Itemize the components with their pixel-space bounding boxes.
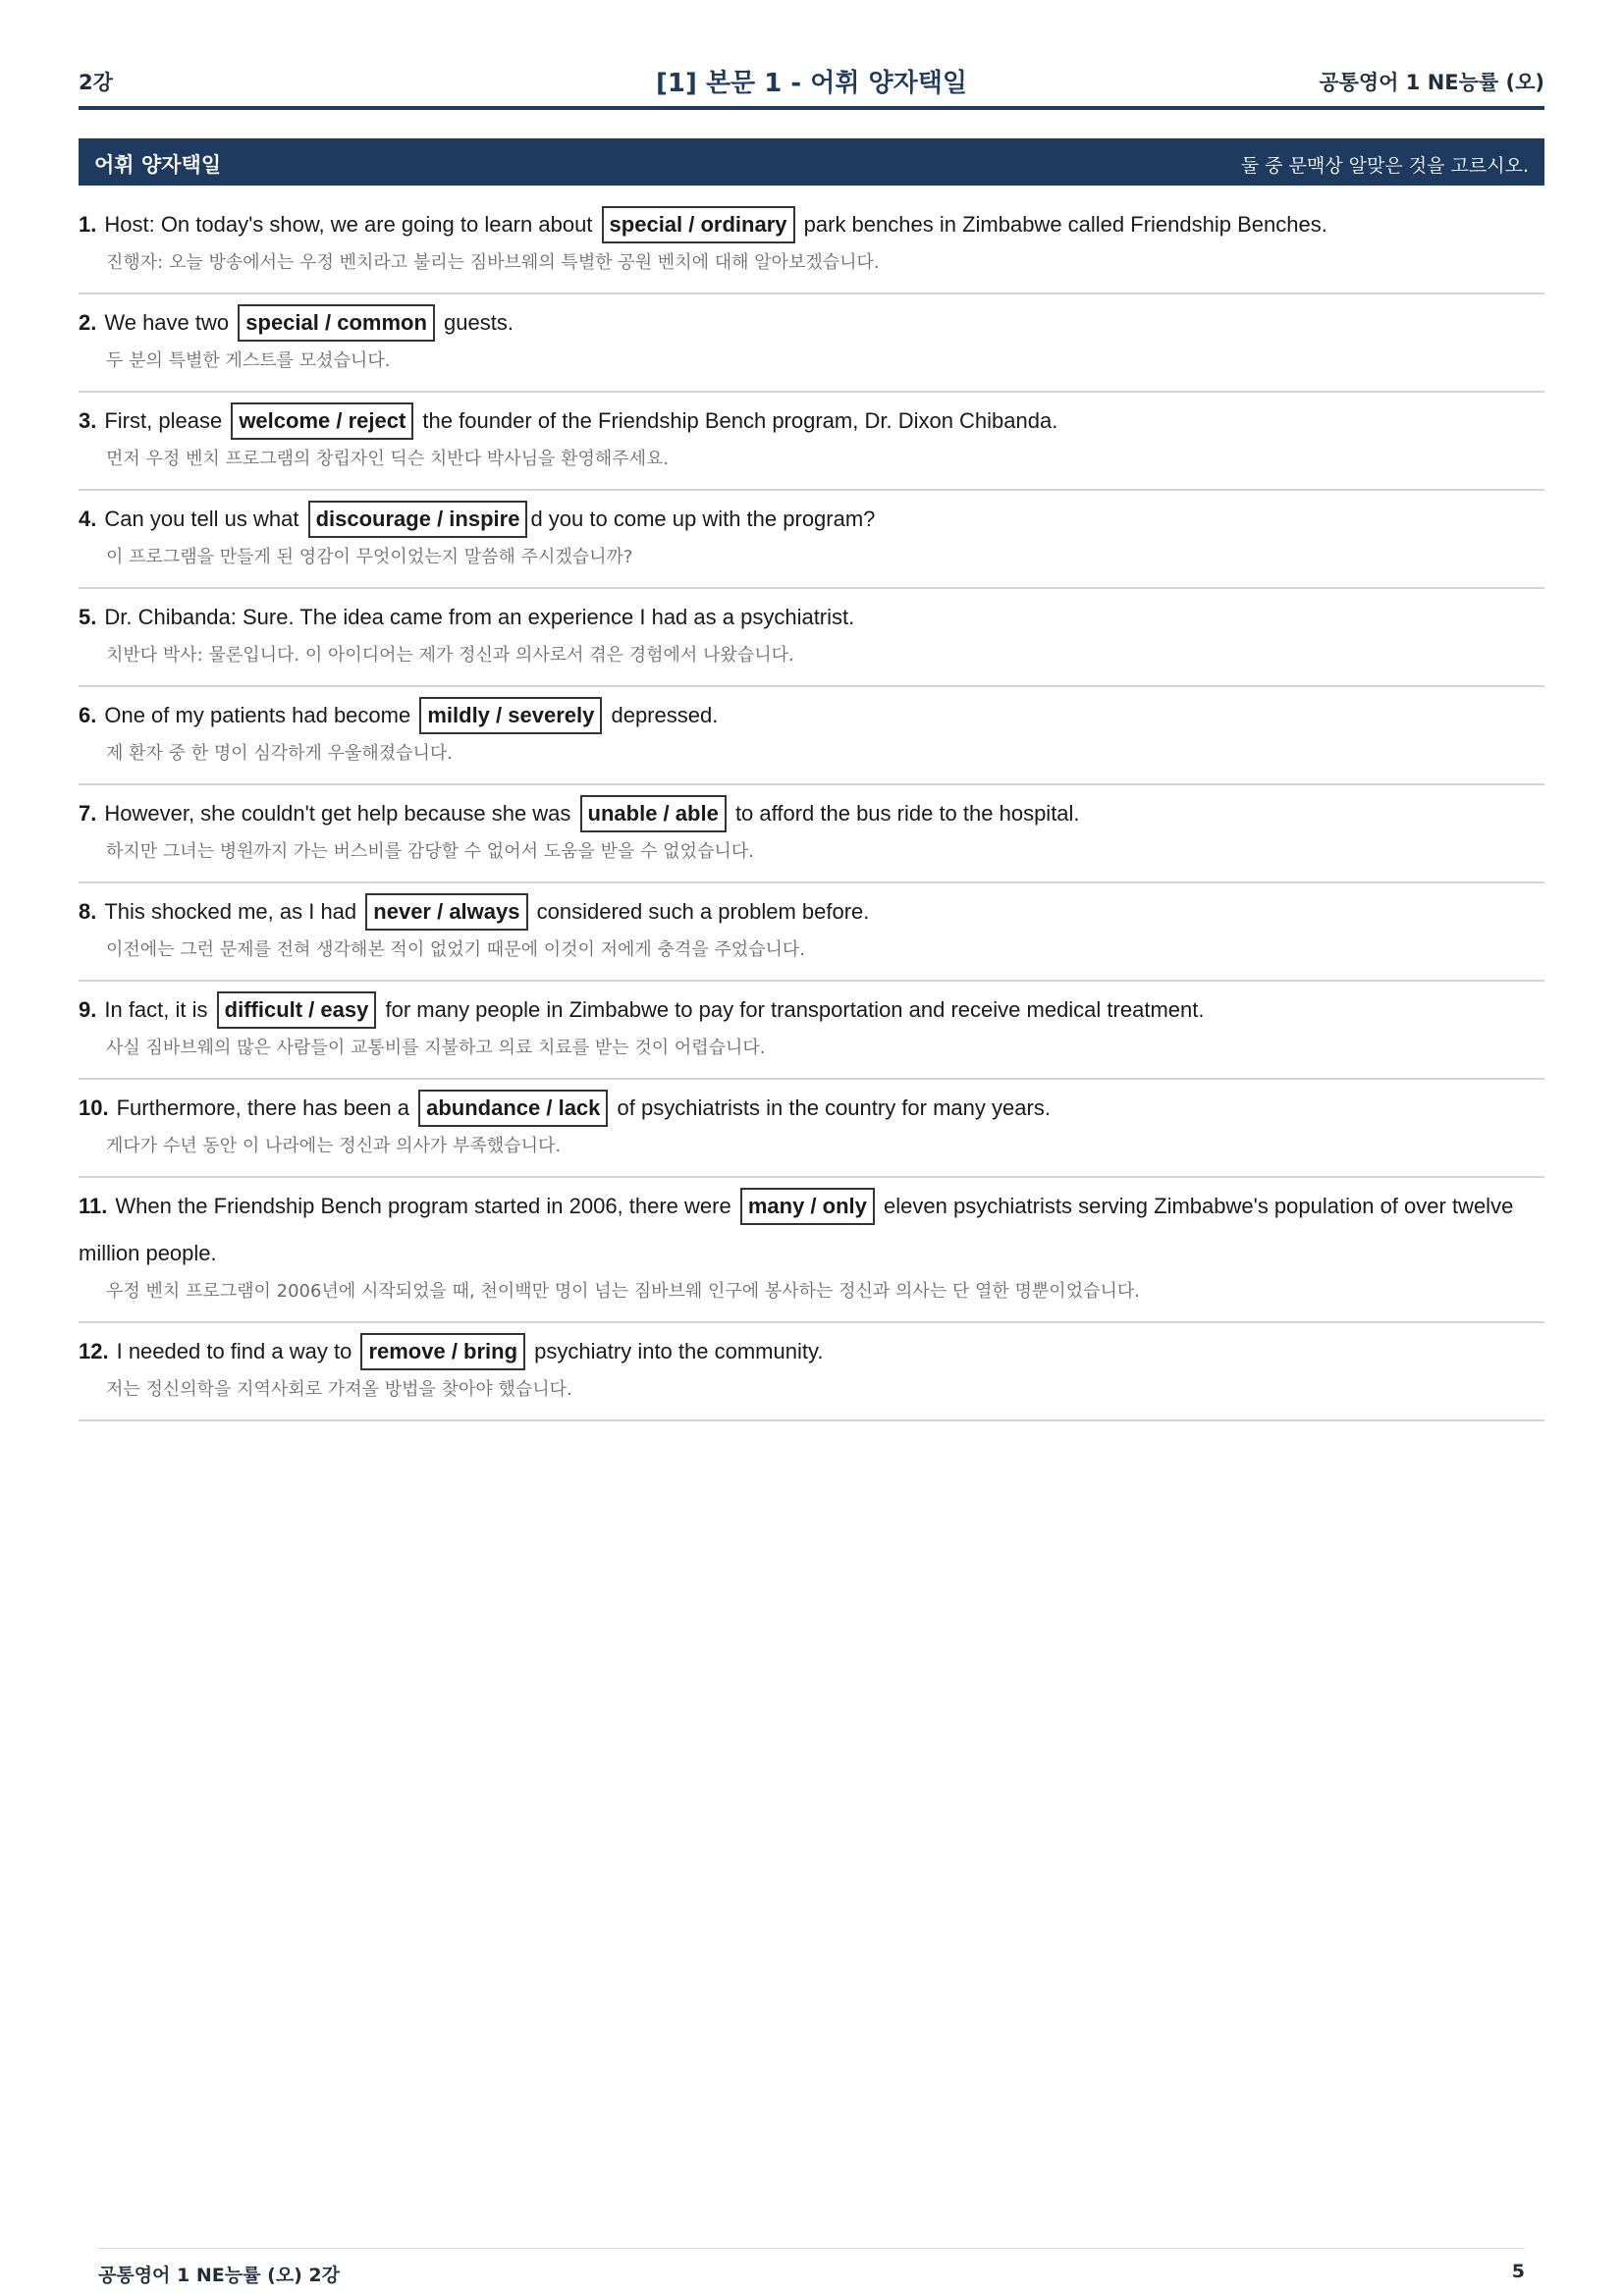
choice-box[interactable]: discourage / inspire (308, 501, 528, 538)
question-sentence (79, 987, 1544, 1034)
korean-translation: 사실 짐바브웨의 많은 사람들이 교통비를 지불하고 의료 치료를 받는 것이 어렵습니다. (106, 1038, 766, 1058)
sentence-after: psychiatry into the community. (534, 1339, 824, 1363)
sentence-before: We have two (104, 310, 230, 335)
question-number: 1. (79, 212, 97, 237)
question-sentence (79, 1085, 1544, 1132)
question-sentence (79, 692, 1544, 739)
choice-box[interactable]: special / ordinary (602, 206, 795, 243)
choice-box[interactable]: many / only (740, 1188, 875, 1225)
question-number: 3. (79, 408, 97, 433)
sentence-after: depressed. (611, 703, 719, 727)
sentence-before: This shocked me, as I had (104, 899, 357, 924)
choice-box[interactable]: welcome / reject (231, 402, 413, 440)
korean-translation: 게다가 수년 동안 이 나라에는 정신과 의사가 부족했습니다. (106, 1136, 562, 1156)
sentence-after: considered such a problem before. (536, 899, 870, 924)
choice-box[interactable]: never / always (365, 893, 527, 931)
korean-translation: 두 분의 특별한 게스트를 모셨습니다. (106, 350, 391, 371)
question-sentence (79, 790, 1544, 837)
sentence-before: I needed to find a way to (116, 1339, 352, 1363)
korean-translation: 먼저 우정 벤치 프로그램의 창립자인 딕슨 치반다 박사님을 환영해주세요. (106, 449, 670, 469)
section-title: 어휘 양자택일 (94, 153, 222, 177)
choice-box[interactable]: special / common (238, 304, 435, 342)
sentence-after: park benches in Zimbabwe called Friendship Benches. (803, 212, 1327, 237)
question-list (79, 196, 1544, 1421)
sentence-before: One of my patients had become (104, 703, 411, 727)
question-number: 6. (79, 703, 97, 727)
question-number: 4. (79, 507, 97, 531)
book-label: 공통영어 1 NE능률 (오) (1319, 71, 1544, 94)
question-item (79, 393, 1544, 491)
question-sentence (79, 201, 1544, 248)
question-item (79, 1178, 1544, 1323)
question-number: 10. (79, 1095, 109, 1120)
question-number: 9. (79, 997, 97, 1022)
footer-label: 공통영어 1 NE능률 (오) 2강 (98, 2265, 340, 2286)
sentence-after: eleven psychiatrists serving Zimbabwe's population of over twelve million people. (79, 1194, 1514, 1265)
choice-box[interactable]: unable / able (580, 795, 727, 832)
korean-translation: 제 환자 중 한 명이 심각하게 우울해졌습니다. (106, 743, 454, 764)
question-item (79, 1080, 1544, 1178)
page-footer (98, 2248, 1525, 2286)
question-sentence (79, 299, 1544, 347)
sentence-before: Furthermore, there has been a (116, 1095, 409, 1120)
korean-translation: 하지만 그녀는 병원까지 가는 버스비를 감당할 수 없어서 도움을 받을 수 없었습니다. (106, 841, 754, 862)
choice-box[interactable]: remove / bring (360, 1333, 525, 1370)
question-item (79, 687, 1544, 785)
sentence-before: In fact, it is (104, 997, 208, 1022)
question-item (79, 982, 1544, 1080)
question-number: 8. (79, 899, 97, 924)
page-number: 5 (1511, 2261, 1525, 2282)
section-banner (79, 138, 1544, 186)
choice-box[interactable]: difficult / easy (217, 991, 377, 1029)
choice-box[interactable]: abundance / lack (418, 1090, 608, 1127)
korean-translation: 우정 벤치 프로그램이 2006년에 시작되었을 때, 천이백만 명이 넘는 짐바브웨 인구에 봉사하는 정신과 의사는 단 열한 명뿐이었습니다. (106, 1281, 1140, 1302)
question-number: 5. (79, 605, 97, 629)
korean-translation: 진행자: 오늘 방송에서는 우정 벤치라고 불리는 짐바브웨의 특별한 공원 벤치에 대해 알아보겠습니다. (106, 252, 880, 273)
question-number: 2. (79, 310, 97, 335)
sentence-before: Can you tell us what (104, 507, 299, 531)
korean-translation: 치반다 박사: 물론입니다. 이 아이디어는 제가 정신과 의사로서 겪은 경험에서 나왔습니다. (106, 645, 794, 666)
question-sentence (79, 398, 1544, 445)
sentence-after: d you to come up with the program? (530, 507, 876, 531)
question-item (79, 1323, 1544, 1421)
question-item (79, 294, 1544, 393)
choice-box[interactable]: mildly / severely (419, 697, 602, 734)
question-item (79, 589, 1544, 687)
sentence-before: Dr. Chibanda: Sure. The idea came from an experience I had as a psychiatrist. (104, 605, 855, 629)
sentence-before: Host: On today's show, we are going to learn about (104, 212, 593, 237)
question-sentence (79, 1328, 1544, 1375)
page-header (79, 57, 1544, 110)
question-item (79, 491, 1544, 589)
question-number: 12. (79, 1339, 109, 1363)
page-title: [1] 본문 1 - 어휘 양자택일 (656, 69, 967, 98)
sentence-after: to afford the bus ride to the hospital. (734, 801, 1080, 826)
question-sentence (79, 1183, 1544, 1277)
sentence-after: for many people in Zimbabwe to pay for transportation and receive medical treatment. (385, 997, 1205, 1022)
question-number: 11. (79, 1194, 108, 1218)
korean-translation: 이전에는 그런 문제를 전혀 생각해본 적이 없었기 때문에 이것이 저에게 충격을 주었습니다. (106, 939, 806, 960)
question-item (79, 196, 1544, 294)
korean-translation: 이 프로그램을 만들게 된 영감이 무엇이었는지 말씀해 주시겠습니까? (106, 547, 633, 567)
sentence-before: However, she couldn't get help because she was (104, 801, 571, 826)
sentence-after: guests. (444, 310, 514, 335)
question-sentence (79, 888, 1544, 935)
sentence-after: the founder of the Friendship Bench program, Dr. Dixon Chibanda. (422, 408, 1058, 433)
sentence-before: When the Friendship Bench program started in 2006, there were (115, 1194, 731, 1218)
question-item (79, 883, 1544, 982)
section-instruction: 둘 중 문맥상 알맞은 것을 고르시오. (1240, 155, 1529, 177)
sentence-before: First, please (104, 408, 223, 433)
question-sentence (79, 496, 1544, 543)
question-item (79, 785, 1544, 883)
question-number: 7. (79, 801, 97, 826)
korean-translation: 저는 정신의학을 지역사회로 가져올 방법을 찾아야 했습니다. (106, 1379, 572, 1400)
lesson-label: 2강 (79, 71, 113, 94)
question-sentence (79, 594, 1544, 641)
sentence-after: of psychiatrists in the country for many years. (617, 1095, 1051, 1120)
